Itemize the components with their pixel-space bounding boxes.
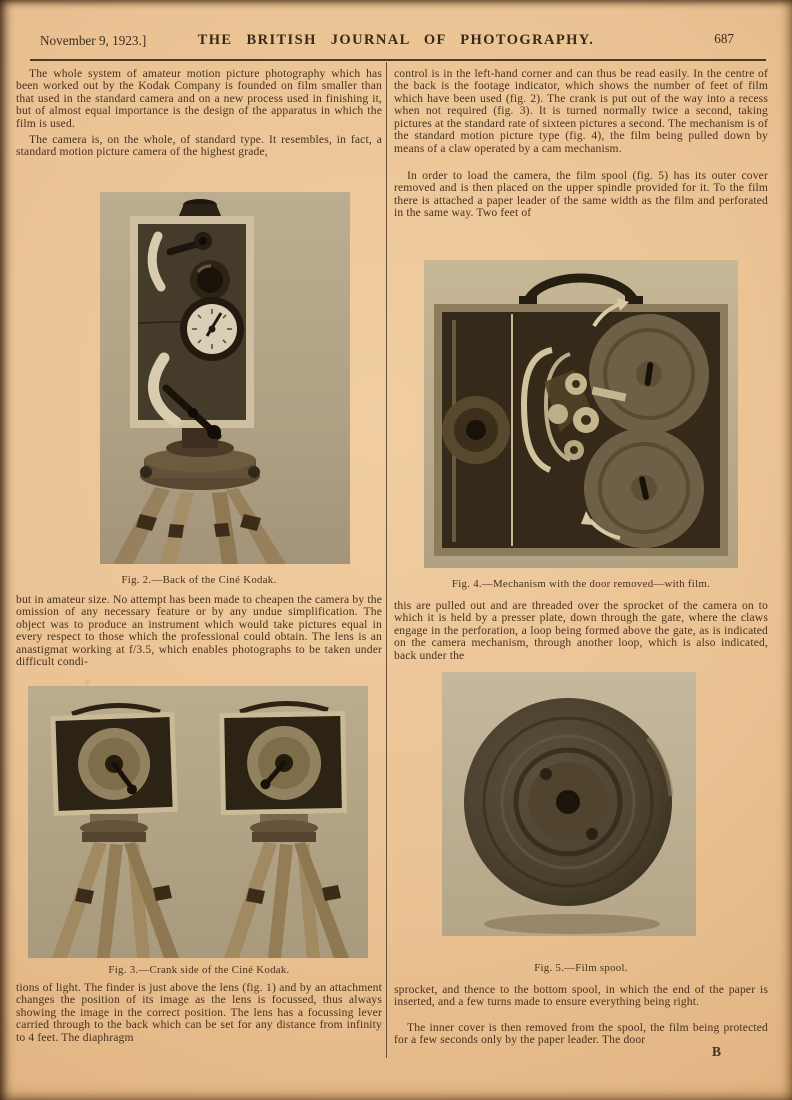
column-divider (386, 62, 387, 1058)
page-number: 687 (714, 31, 734, 46)
fig3-photo-crank-side-of-cine-kodak (28, 686, 368, 958)
paragraph-left-4: tions of light. The finder is just above the lens (fig. 1) and by an attachment changes the position of its image as the lens is focussed, thus always showing the image in the correct position. The lens has a focussing lever carried through to the back which can be set for any distance from infinity to 4 feet. The diaphragm (16, 981, 382, 1044)
paragraph-left-2: The camera is, on the whole, of standard type. It resembles, in fact, a standard motion picture camera of the highest grade, (16, 133, 382, 159)
fig2-photo-back-of-cine-kodak (100, 192, 350, 564)
paragraph-right-5: The inner cover is then removed from the spool, the film being protected for a few seconds only by the paper leader. The door (394, 1021, 768, 1047)
fig5-caption: Fig. 5.—Film spool. (534, 962, 628, 974)
fig4-photo-mechanism-with-film (424, 260, 738, 568)
journal-title: THE BRITISH JOURNAL OF PHOTOGRAPHY. (197, 32, 595, 48)
fig3-caption: Fig. 3.—Crank side of the Ciné Kodak. (108, 964, 290, 976)
fig2-caption: Fig. 2.—Back of the Ciné Kodak. (121, 574, 277, 586)
paragraph-left-3: but in amateur size. No attempt has been made to cheapen the camera by the omission of any necessary feature or by any undue simplification. The object was to produce an instrument which would take pictures equal in every respect to those which the professional could obtain. The lens is an anastigmat working at f/3.5, which enables photographs to be taken under difficult condi- (16, 593, 382, 669)
paragraph-right-4: sprocket, and thence to the bottom spool, in which the end of the paper is inserted, and a few turns made to ensure everything being right. (394, 983, 768, 1009)
paragraph-right-3: this are pulled out and are threaded over the sprocket of the camera on to which it is held by a presser plate, down through the gate, where the claws engage in the perforation, a loop being formed above the gate, as is indicated on the camera mechanism, through another loop, which is also indicated, back under the (394, 599, 768, 662)
fig5-photo-film-spool (442, 672, 696, 942)
header-date: November 9, 1923.] (40, 33, 147, 48)
paragraph-left-1: The whole system of amateur motion picture photography which has been worked out by the Kodak Company is founded on film smaller than that used in the standard camera and on a new process used in finishing it, but of almost equal importance is the design of the apparatus in which the film is used. (16, 67, 382, 130)
header-rule (30, 59, 766, 61)
paragraph-right-1: control is in the left-hand corner and can thus be read easily. In the centre of the back is the footage indicator, which shows the number of feet of film which have been used (fig. 2). The crank is put out of the way into a recess when not required (fig. 3). It is turned normally twice a second, taking pictures at the standard rate of sixteen pictures a second. The mechanism is of the standard motion picture type (fig. 4), the film being pulled down by means of a claw operated by a cam mechanism. (394, 67, 768, 155)
signature-mark: B (712, 1044, 722, 1059)
fig4-caption: Fig. 4.—Mechanism with the door removed—with film. (451, 578, 711, 590)
paragraph-right-2: In order to load the camera, the film spool (fig. 5) has its outer cover removed and is then placed on the upper spindle provided for it. To the film there is attached a paper leader of the same width as the film and perforated in the same way. Two feet of (394, 169, 768, 220)
